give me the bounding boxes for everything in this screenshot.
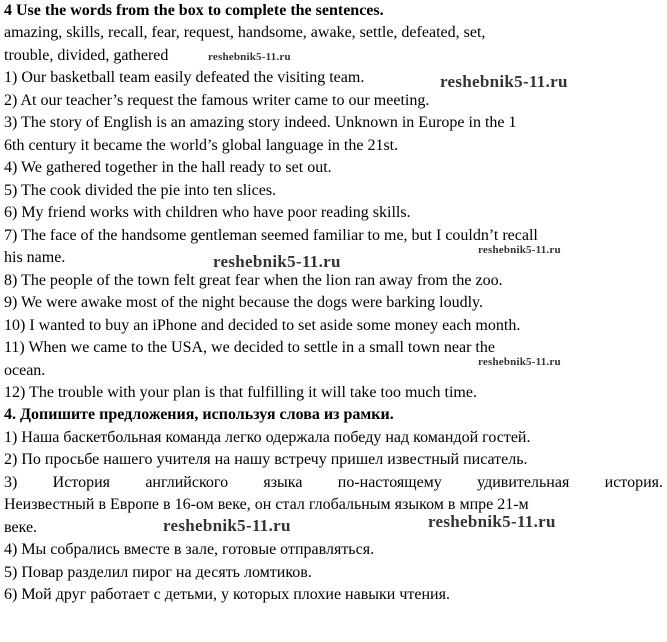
- sentence-en: 6th century it became the world’s global language in the 21st.: [4, 137, 399, 154]
- watermark: reshebnik5-11.ru: [163, 516, 291, 535]
- sentence-ru: 5) Повар разделил пирог на десять ломтиков.: [4, 564, 312, 581]
- watermark: reshebnik5-11.ru: [478, 356, 561, 368]
- sentence-en: 6) My friend works with children who have poor reading skills.: [4, 204, 411, 221]
- sentence-ru: 3) История английского языка по-настоящему удивительная история.: [4, 474, 663, 491]
- watermark: reshebnik5-11.ru: [478, 244, 561, 256]
- sentence-en: 5) The cook divided the pie into ten slices.: [4, 182, 277, 199]
- sentence-ru: веке.: [4, 519, 38, 536]
- sentence-en: 1) Our basketball team easily defeated the visiting team.: [4, 69, 365, 86]
- sentence-en: 3) The story of English is an amazing story indeed. Unknown in Europe in the 1: [4, 114, 517, 131]
- sentence-ru: 1) Наша баскетбольная команда легко одержала победу над командой гостей.: [4, 429, 531, 446]
- sentence-en: his name.: [4, 249, 66, 266]
- sentence-en: 9) We were awake most of the night because the dogs were barking loudly.: [4, 294, 484, 311]
- sentence-ru: 6) Мой друг работает с детьми, у которых плохие навыки чтения.: [4, 586, 450, 603]
- sentence-en: 7) The face of the handsome gentleman seemed familiar to me, but I couldn’t recall: [4, 227, 538, 244]
- exercise-heading-ru: 4. Допишите предложения, используя слова из рамки.: [4, 406, 394, 423]
- sentence-en: 12) The trouble with your plan is that fulfilling it will take too much time.: [4, 384, 477, 401]
- watermark: reshebnik5-11.ru: [428, 512, 556, 531]
- sentence-ru: 4) Мы собрались вместе в зале, готовые отправляться.: [4, 541, 375, 558]
- sentence-en: 2) At our teacher’s request the famous writer came to our meeting.: [4, 92, 430, 109]
- watermark: reshebnik5-11.ru: [208, 51, 291, 63]
- watermark: reshebnik5-11.ru: [213, 252, 341, 271]
- sentence-ru: 2) По просьбе нашего учителя на нашу встречу пришел известный писатель.: [4, 451, 528, 468]
- sentence-en: ocean.: [4, 362, 46, 379]
- sentence-en: 10) I wanted to buy an iPhone and decided to set aside some money each month.: [4, 317, 521, 334]
- sentence-ru: Неизвестный в Европе в 16-ом веке, он стал глобальным языком в мпре 21-м: [4, 496, 529, 513]
- sentence-en: 8) The people of the town felt great fear when the lion ran away from the zoo.: [4, 272, 503, 289]
- sentence-en: 11) When we came to the USA, we decided to settle in a small town near the: [4, 339, 495, 356]
- word-box-line: amazing, skills, recall, fear, request, handsome, awake, settle, defeated, set,: [4, 24, 486, 41]
- sentence-en: 4) We gathered together in the hall ready to set out.: [4, 159, 332, 176]
- exercise-heading-en: 4 Use the words from the box to complete the sentences.: [4, 2, 384, 19]
- word-box-line: trouble, divided, gathered: [4, 47, 169, 64]
- watermark: reshebnik5-11.ru: [440, 72, 568, 91]
